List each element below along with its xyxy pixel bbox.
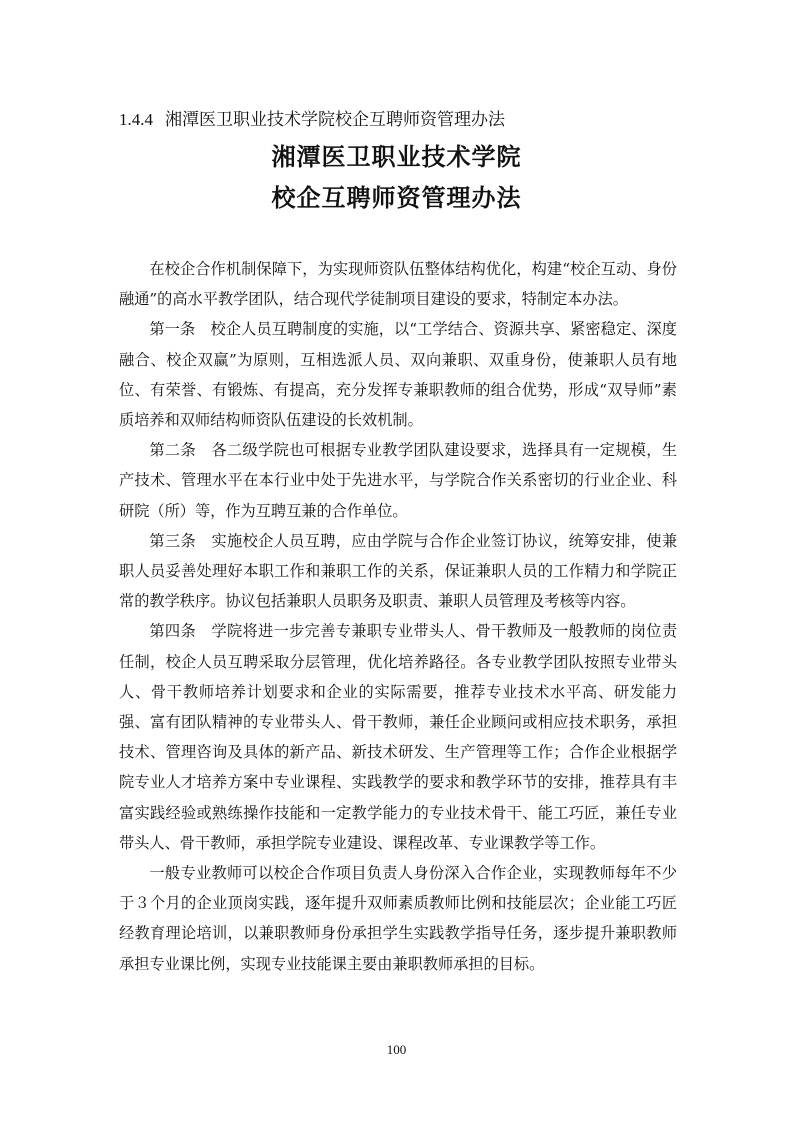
paragraph-preamble: 在校企合作机制保障下，为实现师资队伍整体结构优化，构建“校企互动、身份融通”的高水平教学团队，结合现代学徒制项目建设的要求，特制定本办法。 (119, 260, 677, 309)
section-number: 1.4.4 (119, 110, 153, 129)
body-text (119, 254, 677, 979)
document-title-line-2: 校企互聘师资管理办法 (271, 184, 522, 212)
page-number: 100 (386, 1042, 407, 1057)
paragraph-article-2: 第二条 各二级学院也可根据专业教学团队建设要求，选择具有一定规模，生产技术、管理水平在本行业中处于先进水平，与学院合作关系密切的行业企业、科研院（所）等，作为互聘互兼的合作单位。 (119, 441, 677, 520)
paragraph-article-3: 第三条 实施校企人员互聘，应由学院与合作企业签订协议，统筹安排，使兼职人员妥善处理好本职工作和兼职工作的关系，保证兼职人员的工作精力和学院正常的教学秩序。协议包括兼职人员职务及职责、兼职人员管理及考核等内容。 (119, 531, 677, 611)
section-title: 湘潭医卫职业技术学院校企互聘师资管理办法 (165, 110, 505, 130)
paragraph-article-1: 第一条 校企人员互聘制度的实施，以“工学结合、资源共享、紧密稳定、深度融合、校企双赢”为原则，互相选派人员、双向兼职、双重身份，使兼职人员有地位、有荣誉、有锻炼、有提高，充分发挥专兼职教师的组合优势，形成“双导师”素质培养和双师结构师资队伍建设的长效机制。 (119, 320, 677, 430)
paragraph-general-teachers: 一般专业教师可以校企合作项目负责人身份深入合作企业，实现教师每年不少于３个月的企业顶岗实践，逐年提升双师素质教师比例和技能层次；企业能工巧匠经教育理论培训，以兼职教师身份承担学生实践教学指导任务，逐步提升兼职教师承担专业课比例，实现专业技能课主要由兼职教师承担的目标。 (119, 864, 677, 973)
section-heading (119, 106, 505, 134)
paragraph-article-4: 第四条 学院将进一步完善专兼职专业带头人、骨干教师及一般教师的岗位责任制，校企人员互聘采取分层管理，优化培养路径。各专业教学团队按照专业带头人、骨干教师培养计划要求和企业的实际需要，推荐专业技术水平高、研发能力强、富有团队精神的专业带头人、骨干教师，兼任企业顾问或相应技术职务，承担技术、管理咨询及具体的新产品、新技术研发、生产管理等工作；合作企业根据学院专业人才培养方案中专业课程、实践教学的要求和教学环节的安排，推荐具有丰富实践经验或熟练操作技能和一定教学能力的专业技术骨干、能工巧匠，兼任专业带头人、骨干教师，承担学院专业建设、课程改革、专业课教学等工作。 (119, 622, 677, 852)
document-title-line-1: 湘潭医卫职业技术学院 (271, 143, 522, 171)
